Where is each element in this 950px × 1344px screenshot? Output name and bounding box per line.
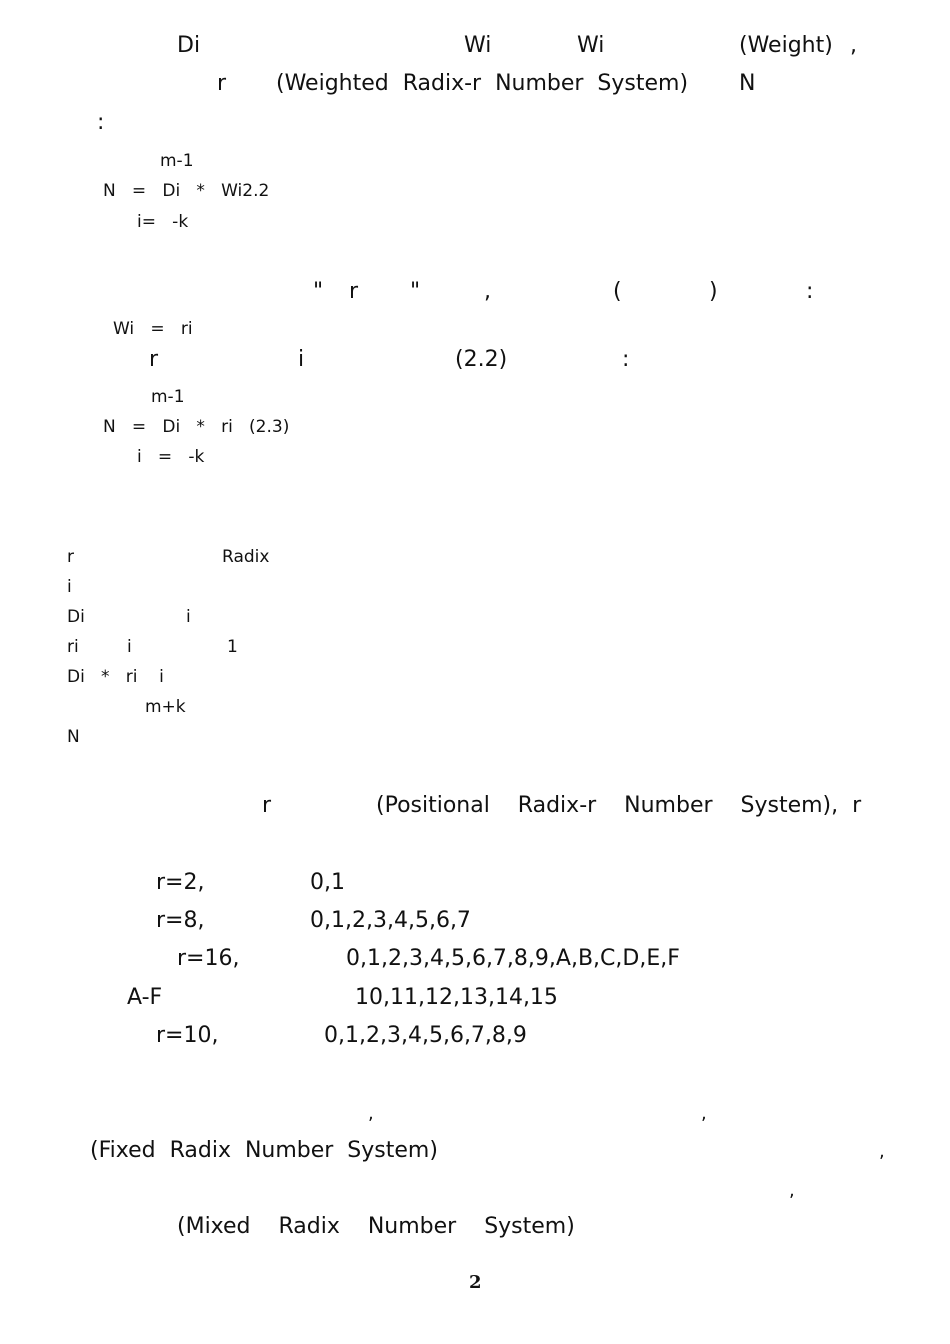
def-m-k: m+k [145, 697, 186, 717]
text-r: r [262, 793, 272, 818]
text-colon: : [97, 110, 105, 135]
text-n: N [739, 71, 756, 96]
equation-upper-limit: m-1 [151, 387, 185, 407]
text-r: r [149, 347, 159, 372]
digit-set-10: 0,1,2,3,4,5,6,7,8,9 [324, 1023, 527, 1048]
def-i: i [67, 577, 72, 597]
equation-2-2: N = Di * Wi2.2 [103, 181, 270, 201]
def-radix: Radix [222, 547, 270, 567]
text-positional-radix: (Positional Radix-r Number System), r [376, 793, 862, 818]
text-r: r [217, 71, 227, 96]
equation-2-3: N = Di * ri (2.3) [103, 417, 290, 437]
digit-a-f: A-F [127, 985, 163, 1010]
def-r: r [67, 547, 74, 567]
text-quote: " [410, 279, 421, 304]
text-mixed-radix: (Mixed Radix Number System) [177, 1214, 575, 1239]
equation-upper-limit: m-1 [160, 151, 194, 171]
def-ri-one: 1 [227, 637, 238, 657]
def-ri-i: i [127, 637, 132, 657]
text-comma: , [701, 1103, 707, 1124]
digit-set-2: 0,1 [310, 870, 345, 895]
text-weight: (Weight) [739, 33, 833, 58]
text-di: Di [177, 33, 201, 58]
page-number: 2 [469, 1272, 482, 1293]
text-colon: : [806, 279, 814, 304]
equation-lower-limit: i= -k [137, 212, 189, 232]
text-r: r [349, 279, 359, 304]
text-weighted-radix: (Weighted Radix-r Number System) [276, 71, 689, 96]
def-n: N [67, 727, 80, 747]
digit-set-8: 0,1,2,3,4,5,6,7 [310, 908, 471, 933]
text-fixed-radix: (Fixed Radix Number System) [90, 1138, 438, 1163]
text-eq-ref: (2.2) [455, 347, 508, 372]
digit-set-16: 0,1,2,3,4,5,6,7,8,9,A,B,C,D,E,F [346, 946, 680, 971]
equation-wi-ri: Wi = ri [113, 319, 193, 339]
text-comma: , [879, 1141, 885, 1162]
digit-a-f-values: 10,11,12,13,14,15 [355, 985, 558, 1010]
text-comma: , [850, 33, 857, 58]
def-ri: ri [67, 637, 79, 657]
text-paren-close: ) [709, 279, 718, 304]
def-di-i: i [186, 607, 191, 627]
def-di: Di [67, 607, 85, 627]
digit-radix-10: r=10, [156, 1023, 219, 1048]
text-paren-open: ( [613, 279, 622, 304]
text-wi: Wi [577, 33, 605, 58]
text-comma: , [789, 1180, 795, 1201]
text-quote: " [313, 279, 324, 304]
text-comma: , [368, 1103, 374, 1124]
digit-radix-16: r=16, [177, 946, 240, 971]
digit-radix-8: r=8, [156, 908, 205, 933]
text-wi: Wi [464, 33, 492, 58]
equation-lower-limit: i = -k [137, 447, 205, 467]
digit-radix-2: r=2, [156, 870, 205, 895]
def-di-ri: Di * ri i [67, 667, 164, 687]
text-colon: : [622, 347, 630, 372]
text-comma: , [484, 279, 491, 304]
text-i: i [298, 347, 305, 372]
